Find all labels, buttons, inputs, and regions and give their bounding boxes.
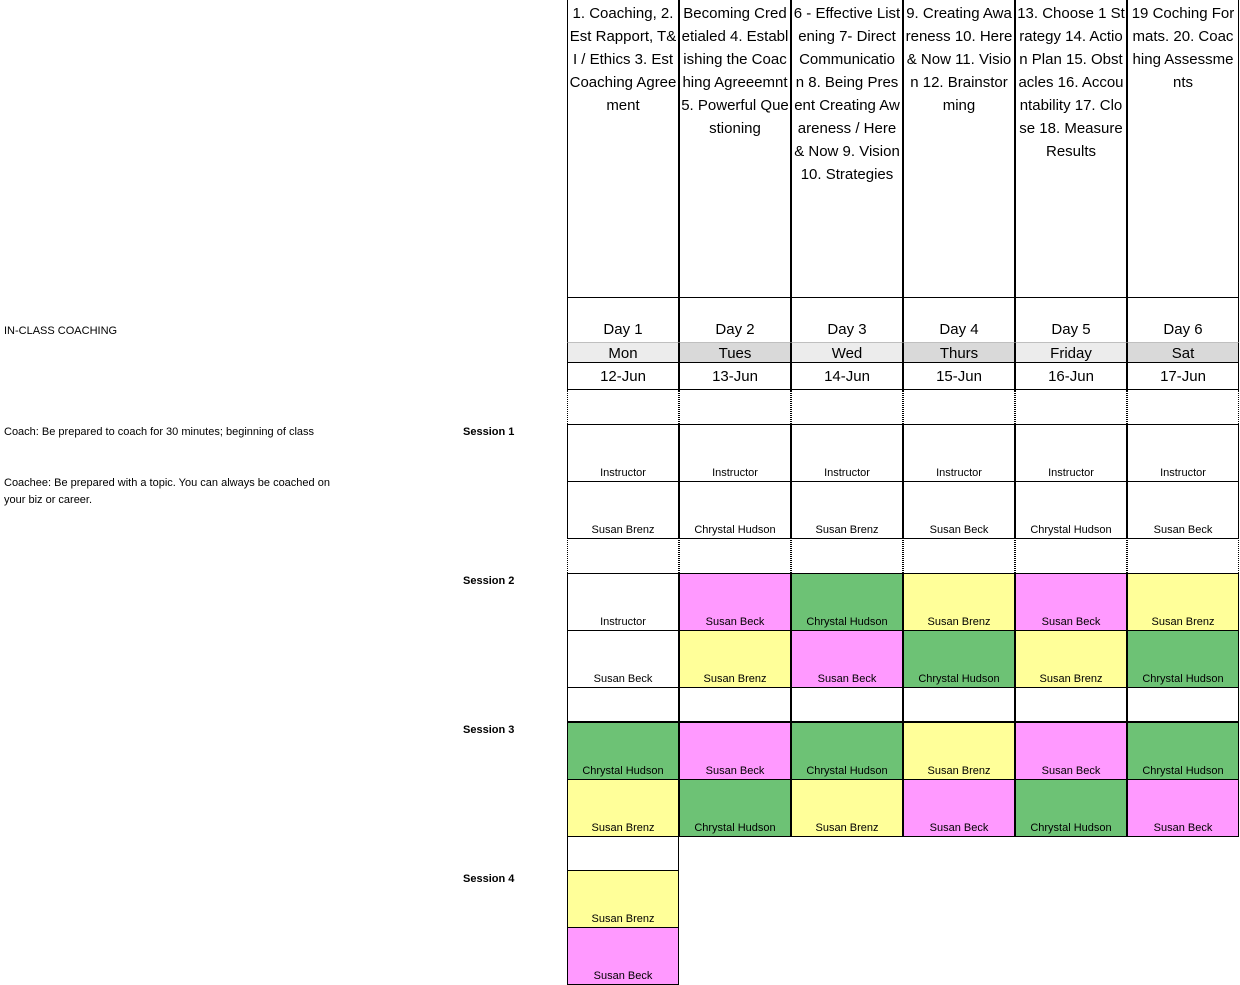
session-label-1: Session 1 [463,426,515,438]
assignment-cell: Instructor [1127,424,1239,482]
assignment-cell: Instructor [679,424,791,482]
assignment-cell: Chrystal Hudson [1127,630,1239,688]
weekday-label: Tues [679,342,791,363]
day-label: Day 4 [939,321,979,338]
spacer-cell [679,687,791,722]
date-label: 13-Jun [712,368,758,385]
spacer-cell [1015,390,1127,424]
coachee-note: Coachee: Be prepared with a topic. You can always be coached on your biz or career. [4,477,330,506]
spacer-cell [679,538,791,573]
topic-cell: 9. Creating Awareness 10. Here & Now 11. Vision 12. Brainstorming [903,0,1015,297]
weekday-label: Mon [567,342,679,363]
spacer-cell [1015,538,1127,573]
assignment-cell: Susan Brenz [567,481,679,539]
session-label-3: Session 3 [463,724,515,736]
assignment-cell: Susan Beck [567,630,679,688]
spacer-cell [1127,390,1239,424]
assignment-cell: Chrystal Hudson [791,573,903,631]
spacer-cell [1127,687,1239,722]
topic-cell: 1. Coaching, 2. Est Rapport, T& I / Ethics 3. Est Coaching Agreement [567,0,679,297]
spacer-cell [791,687,903,722]
spacer-cell [679,390,791,424]
weekday-label: Wed [791,342,903,363]
spacer-cell [791,538,903,573]
in-class-coaching-heading: IN-CLASS COACHING [4,325,118,337]
date-label: 15-Jun [936,368,982,385]
assignment-cell: Susan Beck [791,630,903,688]
day-label: Day 2 [715,321,755,338]
topic-cell: 6 - Effective Listening 7- Direct Communicatio n 8. Being Present Creating Awareness / Here & Now 9. Vision 10. Strategies [791,0,903,297]
assignment-cell: Chrystal Hudson [1127,722,1239,780]
day-label: Day 6 [1163,321,1203,338]
spacer-cell [903,538,1015,573]
session-label-2: Session 2 [463,575,515,587]
date-label: 16-Jun [1048,368,1094,385]
assignment-cell: Susan Beck [1127,779,1239,837]
topic-cell: 13. Choose 1 Strategy 14. Action Plan 15. Obstacles 16. Accountability 17. Close 18. Measure Results [1015,0,1127,297]
coach-note: Coach: Be prepared to coach for 30 minutes; beginning of class [4,426,315,438]
day-label: Day 1 [603,321,643,338]
assignment-cell: Chrystal Hudson [567,722,679,780]
assignment-cell: Susan Brenz [679,630,791,688]
date-label: 12-Jun [600,368,646,385]
assignment-cell: Chrystal Hudson [791,722,903,780]
assignment-cell: Instructor [1015,424,1127,482]
assignment-cell: Susan Beck [903,481,1015,539]
assignment-cell: Susan Beck [1015,573,1127,631]
assignment-cell: Susan Beck [1127,481,1239,539]
spacer-cell [903,390,1015,424]
assignment-cell: Susan Beck [679,573,791,631]
assignment-cell: Instructor [567,573,679,631]
weekday-label: Friday [1015,342,1127,363]
spacer-cell [1015,687,1127,722]
assignment-cell: Chrystal Hudson [679,481,791,539]
assignment-cell: Susan Beck [679,722,791,780]
topic-cell: 19 Coching Formats. 20. Coaching Assessments [1127,0,1239,297]
assignment-cell: Susan Brenz [791,481,903,539]
assignment-cell: Susan Brenz [1015,630,1127,688]
assignment-cell: Instructor [567,424,679,482]
date-label: 14-Jun [824,368,870,385]
assignment-cell: Chrystal Hudson [679,779,791,837]
assignment-cell: Susan Beck [903,779,1015,837]
assignment-cell: Susan Brenz [567,779,679,837]
weekday-label: Thurs [903,342,1015,363]
assignment-cell: Chrystal Hudson [1015,481,1127,539]
assignment-cell: Susan Beck [567,927,679,985]
assignment-cell: Instructor [791,424,903,482]
assignment-cell: Susan Beck [1015,722,1127,780]
assignment-cell: Susan Brenz [791,779,903,837]
assignment-cell: Susan Brenz [1127,573,1239,631]
assignment-cell: Susan Brenz [567,870,679,928]
day-label: Day 5 [1051,321,1091,338]
spacer-cell [567,687,679,722]
spacer-cell [567,390,679,424]
spacer-cell [567,538,679,573]
date-label: 17-Jun [1160,368,1206,385]
assignment-cell: Chrystal Hudson [903,630,1015,688]
assignment-cell: Instructor [903,424,1015,482]
session-label-4: Session 4 [463,873,515,885]
assignment-cell: Susan Brenz [903,573,1015,631]
assignment-cell: Susan Brenz [903,722,1015,780]
weekday-label: Sat [1127,342,1239,363]
topic-cell: Becoming Credetialed 4. Establishing the Coaching Agreeemnt 5. Powerful Questioning [679,0,791,297]
spacer-cell [903,687,1015,722]
spacer-cell [791,390,903,424]
day-label: Day 3 [827,321,867,338]
spacer-cell [1127,538,1239,573]
assignment-cell: Chrystal Hudson [1015,779,1127,837]
spacer-cell [567,836,679,871]
